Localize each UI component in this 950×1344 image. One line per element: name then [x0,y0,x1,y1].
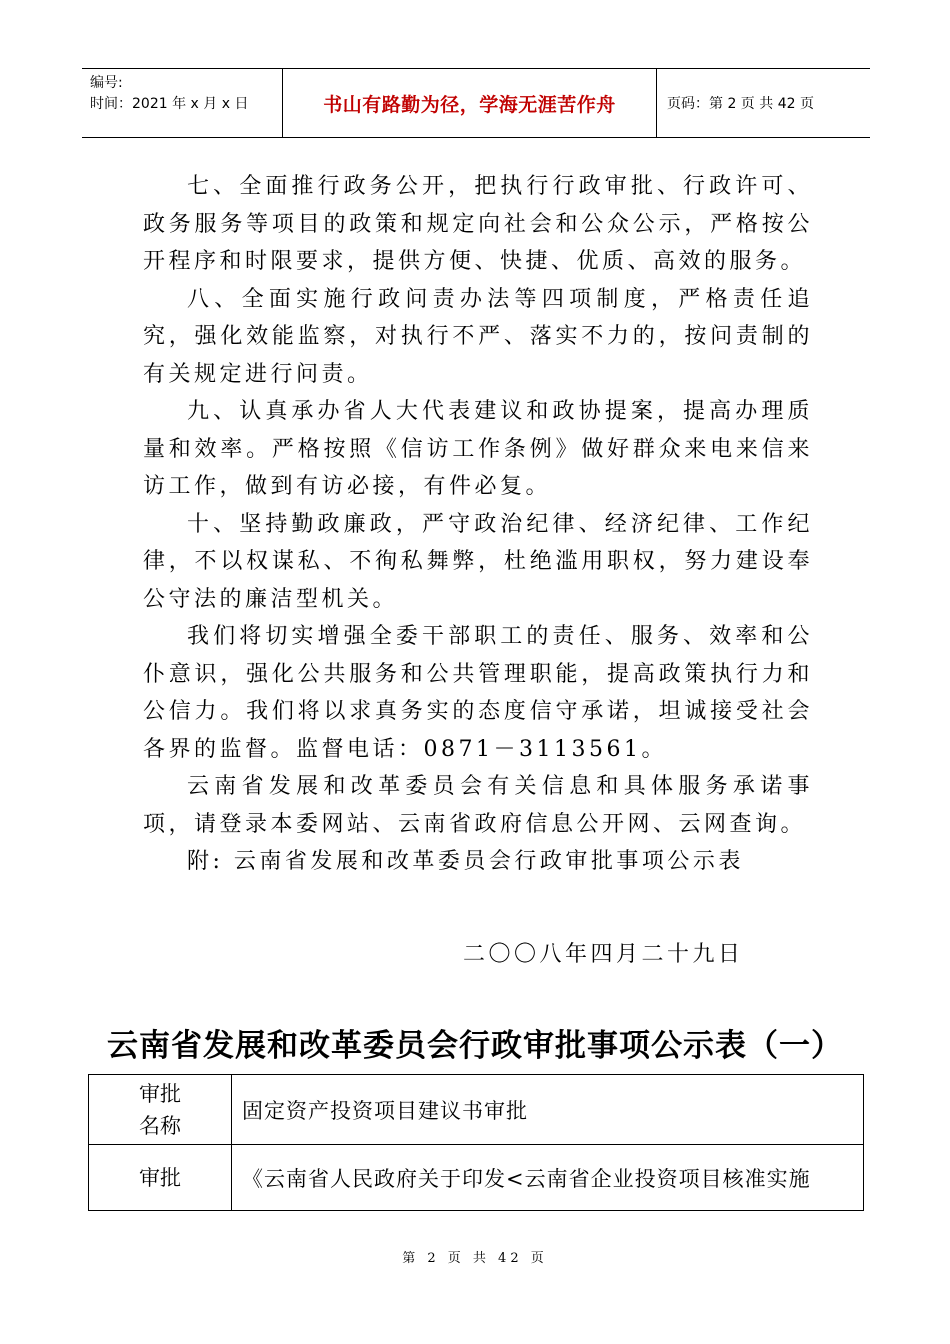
row-value: 固定资产投资项目建议书审批 [232,1075,864,1145]
paragraph-attachment: 附: 云南省发展和改革委员会行政审批事项公示表 [187,849,744,874]
paragraph-8: 八、全面实施行政问责办法等四项制度，严格责任追究，强化效能监察，对执行不严、落实不力的，按问责制的有关规定进行问责。 [143,286,813,387]
paragraph-10: 十、坚持勤政廉政，严守政治纪律、经济纪律、工作纪律，不以权谋私、不徇私舞弊，杜绝滥用职权，努力建设奉公守法的廉洁型机关。 [143,511,813,612]
table-row [89,1075,864,1145]
paragraph-commitment: 我们将切实增强全委干部职工的责任、服务、效率和公仆意识，强化公共服务和公共管理职能，提高政策执行力和公信力。我们将以求真务实的态度信守承诺，坦诚接受社会各界的监督。监督电话：0871－3113561。 [143,624,813,762]
row-key [89,1075,232,1145]
body-text [143,168,813,881]
header-motto: 书山有路勤为径，学海无涯苦作舟 [282,69,657,137]
paragraph-7: 七、全面推行政务公开，把执行行政审批、行政许可、政务服务等项目的政策和规定向社会和公众公示，严格按公开程序和时限要求，提供方便、快捷、优质、高效的服务。 [143,174,813,274]
document-date: 二〇〇八年四月二十九日 [463,942,744,967]
code-label: 编号: [90,75,123,91]
table-row [89,1145,864,1211]
header-meta [82,69,282,137]
row-key: 审批 [89,1145,232,1211]
time-label: 时间：2021 年 x 月 x 日 [90,96,249,112]
paragraph-info: 云南省发展和改革委员会有关信息和具体服务承诺事项，请登录本委网站、云南省政府信息公开网、云网查询。 [143,774,813,837]
document-header [82,68,870,138]
approval-table [88,1074,864,1211]
page-footer: 第 2 页 共 42 页 [402,1251,548,1266]
row-key-text: 审批名称 [139,1081,181,1138]
paragraph-9: 九、认真承办省人大代表建议和政协提案，提高办理质量和效率。严格按照《信访工作条例》做好群众来电来信来访工作，做到有访必接，有件必复。 [143,399,813,499]
table-title: 云南省发展和改革委员会行政审批事项公示表（一） [107,1028,843,1064]
row-value: 《云南省人民政府关于印发<云南省企业投资项目核准实施 [232,1145,864,1211]
header-page-info: 页码：第 2 页 共 42 页 [667,96,814,112]
